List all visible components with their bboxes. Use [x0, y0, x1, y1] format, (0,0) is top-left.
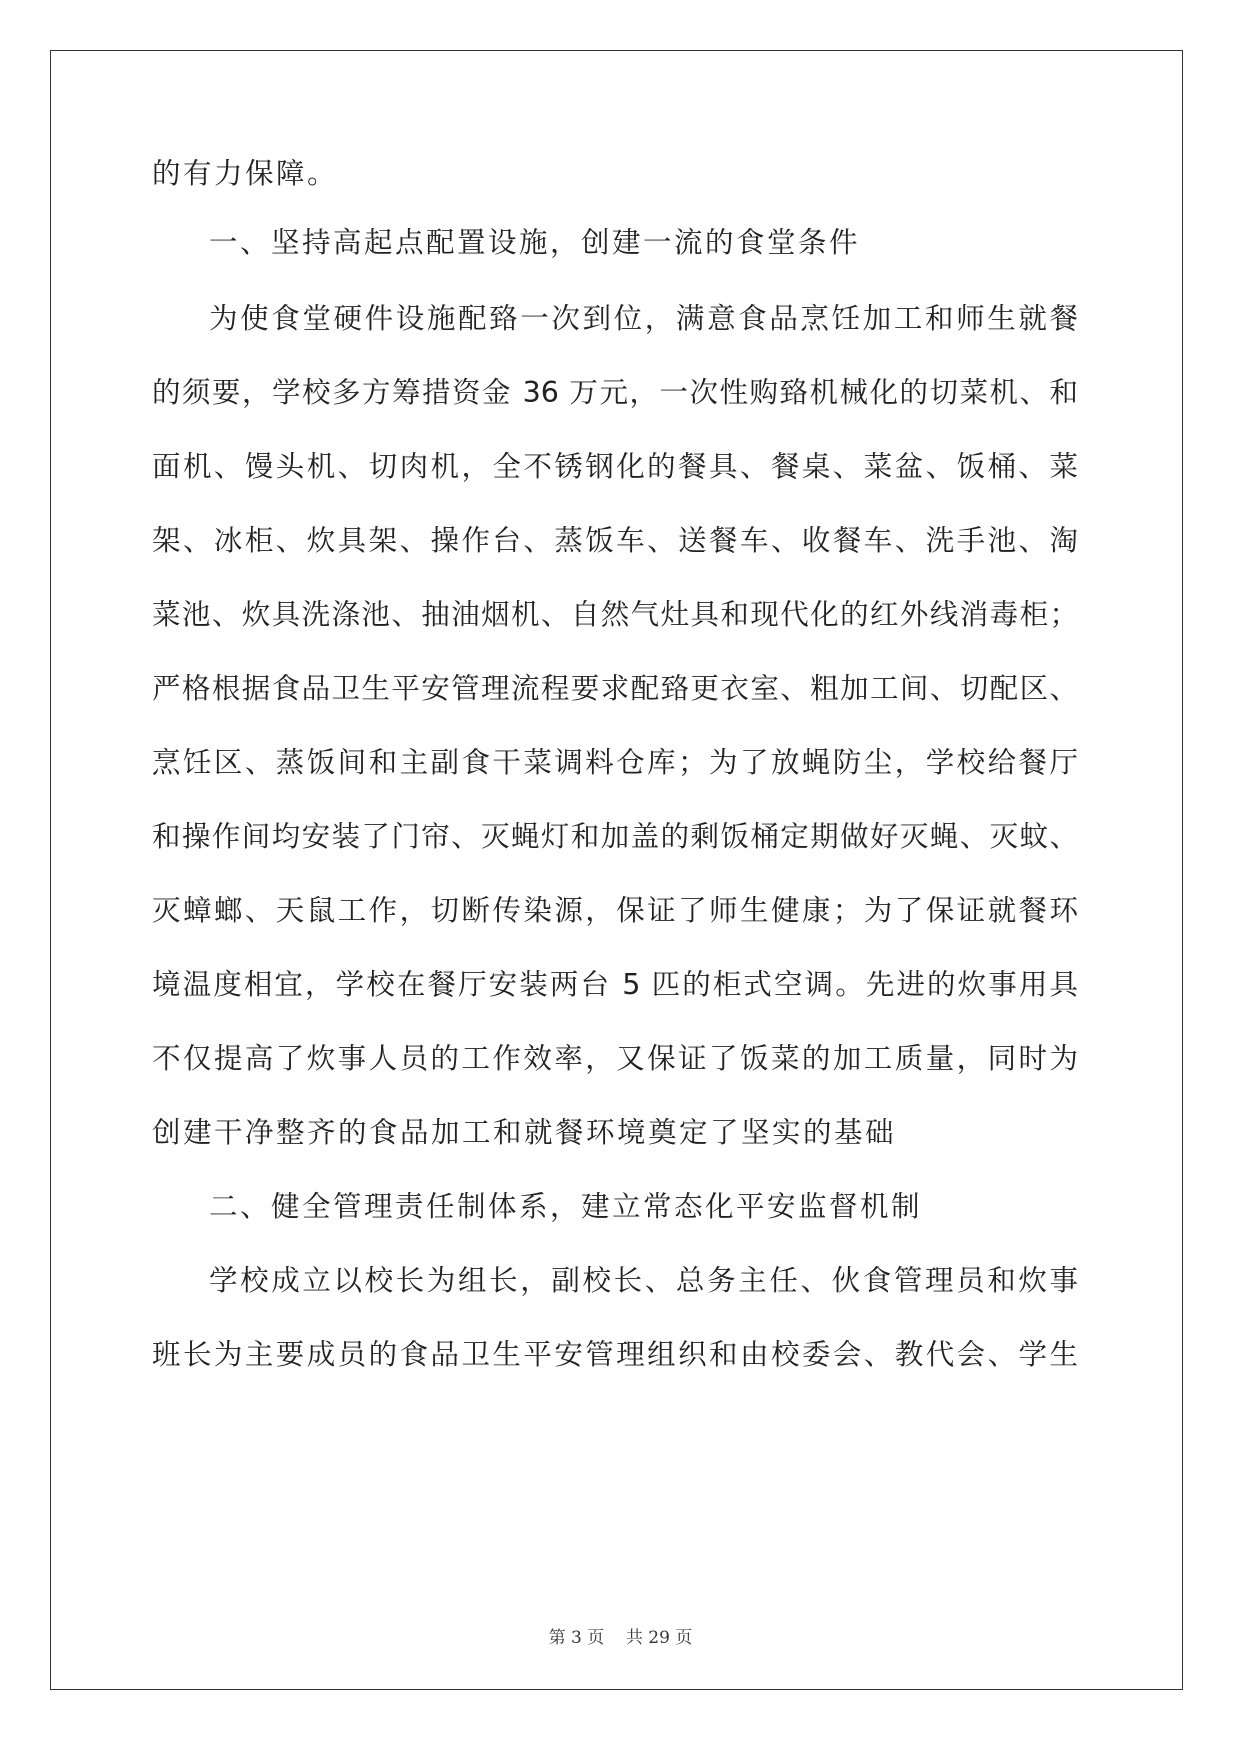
- text-line: 创建干净整齐的食品加工和就餐环境奠定了坚实的基础: [152, 1116, 897, 1149]
- text-line: 严格根据食品卫生平安管理流程要求配臵更衣室、粗加工间、切配区、: [152, 672, 1078, 705]
- text-line: 菜池、炊具洗涤池、抽油烟机、自然气灶具和现代化的红外线消毒柜；: [152, 598, 1078, 631]
- paragraph-first-line: 为使食堂硬件设施配臵一次到位，满意食品烹饪加工和师生就餐: [209, 302, 1078, 335]
- text-line: 灭蟑螂、天鼠工作，切断传染源，保证了师生健康；为了保证就餐环: [152, 894, 1078, 927]
- page-number-footer: 第 3 页 共 29 页: [548, 1628, 693, 1648]
- text-line: 架、冰柜、炊具架、操作台、蒸饭车、送餐车、收餐车、洗手池、淘: [152, 524, 1078, 557]
- text-line: 境温度相宜，学校在餐厅安装两台 5 匹的柜式空调。先进的炊事用具: [152, 968, 1078, 1001]
- text-line: 面机、馒头机、切肉机，全不锈钢化的餐具、餐桌、菜盆、饭桶、菜: [152, 450, 1078, 483]
- text-line: 和操作间均安装了门帘、灭蝇灯和加盖的剩饭桶定期做好灭蝇、灭蚊、: [152, 820, 1078, 853]
- text-line: 班长为主要成员的食品卫生平安管理组织和由校委会、教代会、学生: [152, 1338, 1078, 1371]
- page-border: [50, 50, 1183, 1690]
- text-line: 不仅提高了炊事人员的工作效率，又保证了饭菜的加工质量，同时为: [152, 1042, 1078, 1075]
- section-heading: 一、坚持高起点配置设施，创建一流的食堂条件: [209, 226, 861, 259]
- text-line: 烹饪区、蒸饭间和主副食干菜调料仓库；为了放蝇防尘，学校给餐厅: [152, 746, 1078, 779]
- text-line: 的须要，学校多方筹措资金 36 万元，一次性购臵机械化的切菜机、和: [152, 376, 1078, 409]
- text-line: 的有力保障。: [152, 157, 339, 190]
- section-heading: 二、健全管理责任制体系，建立常态化平安监督机制: [209, 1190, 923, 1223]
- paragraph-first-line: 学校成立以校长为组长，副校长、总务主任、伙食管理员和炊事: [209, 1264, 1078, 1297]
